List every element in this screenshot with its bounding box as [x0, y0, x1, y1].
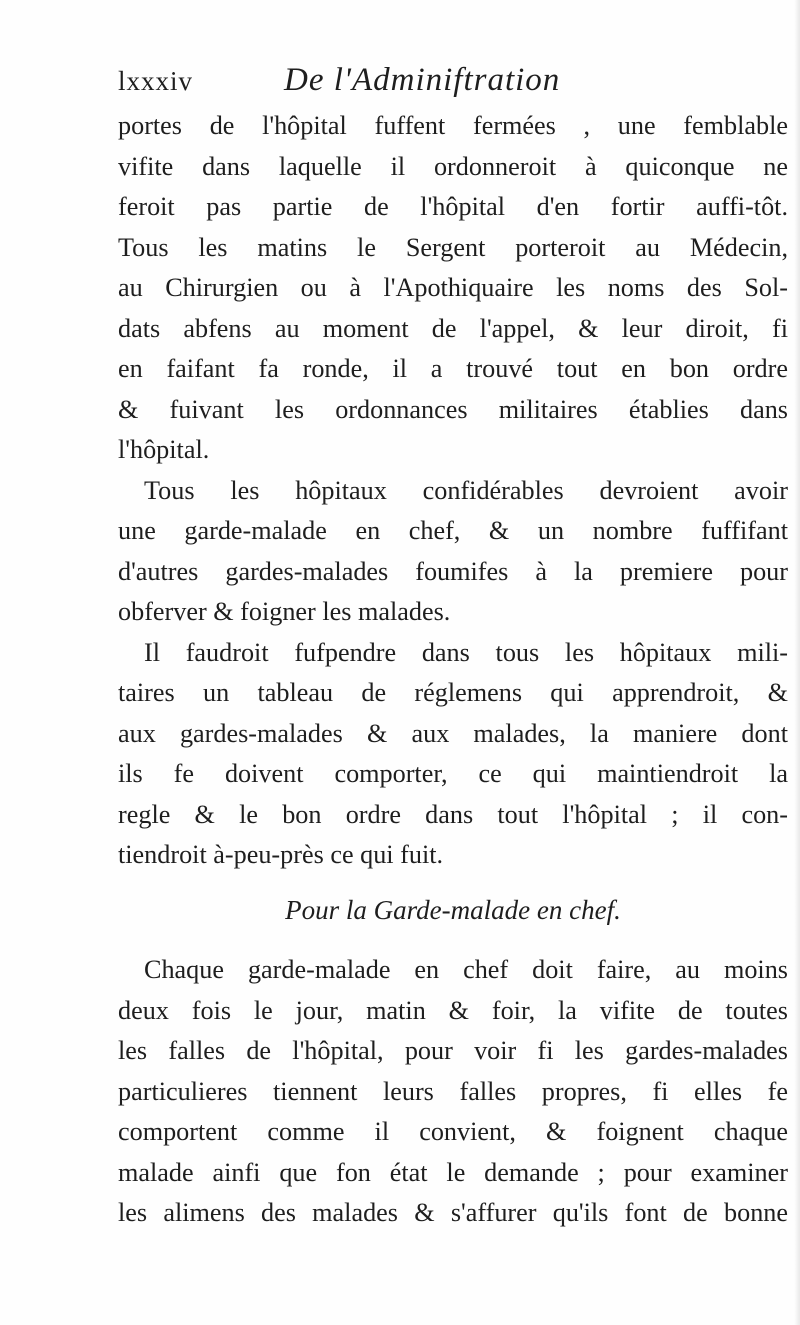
text-line: Tous les matins le Sergent porteroit au Médecin,	[118, 232, 788, 262]
text-line: obferver & foigner les malades.	[118, 597, 451, 626]
text-line: Chaque garde-malade en chef doit faire, au moins	[144, 955, 788, 984]
page-edge	[794, 0, 800, 1325]
text-line: les alimens des malades & s'affurer qu'ils font de bonne	[118, 1198, 788, 1227]
text-line: taires un tableau de réglemens qui apprendroit, &	[118, 678, 788, 707]
text-line: malade ainfi que fon état le demande ; pour examiner	[118, 1157, 788, 1187]
text-line: & fuivant les ordonnances militaires établies dans	[118, 394, 788, 424]
text-line: particulieres tiennent leurs falles propres, fi elles fe	[118, 1076, 788, 1106]
paragraph	[118, 950, 788, 1234]
text-line: l'hôpital.	[118, 435, 210, 464]
text-line: au Chirurgien ou à l'Apothiquaire les noms des Sol-	[118, 273, 788, 302]
paragraph	[118, 633, 788, 876]
running-head: De l'Adminiftration	[284, 62, 561, 98]
text-line: portes de l'hôpital fuffent fermées , une femblable	[118, 111, 788, 140]
text-line: Tous les hôpitaux confidérables devroient avoir	[144, 475, 788, 505]
spacer	[118, 876, 788, 890]
paragraph	[118, 471, 788, 633]
text-line: une garde-malade en chef, & un nombre fuffifant	[118, 516, 788, 545]
text-line: les falles de l'hôpital, pour voir fi les gardes-malades	[118, 1036, 788, 1065]
text-line: dats abfens au moment de l'appel, & leur diroit, fi	[118, 313, 788, 343]
page-number: lxxxiv	[118, 66, 194, 96]
text-line: comportent comme il convient, & foignent chaque	[118, 1117, 788, 1146]
text-line: ils fe doivent comporter, ce qui maintiendroit la	[118, 759, 788, 788]
text-line: Il faudroit fufpendre dans tous les hôpitaux mili-	[144, 637, 788, 667]
page-header	[118, 58, 778, 106]
body-text	[118, 106, 788, 1234]
text-line: feroit pas partie de l'hôpital d'en fortir auffi-tôt.	[118, 192, 788, 221]
text-line: en faifant fa ronde, il a trouvé tout en bon ordre	[118, 354, 788, 383]
text-line: regle & le bon ordre dans tout l'hôpital ; il con-	[118, 799, 788, 829]
text-line: deux fois le jour, matin & foir, la vifite de toutes	[118, 995, 788, 1025]
section-heading: Pour la Garde-malade en chef.	[285, 894, 621, 925]
text-line: tiendroit à-peu-près ce qui fuit.	[118, 840, 444, 869]
text-line: d'autres gardes-malades foumifes à la premiere pour	[118, 556, 788, 586]
text-line: vifite dans laquelle il ordonneroit à quiconque ne	[118, 151, 788, 181]
spacer	[118, 930, 788, 950]
paragraph	[118, 106, 788, 471]
text-line: aux gardes-malades & aux malades, la maniere dont	[118, 718, 788, 748]
